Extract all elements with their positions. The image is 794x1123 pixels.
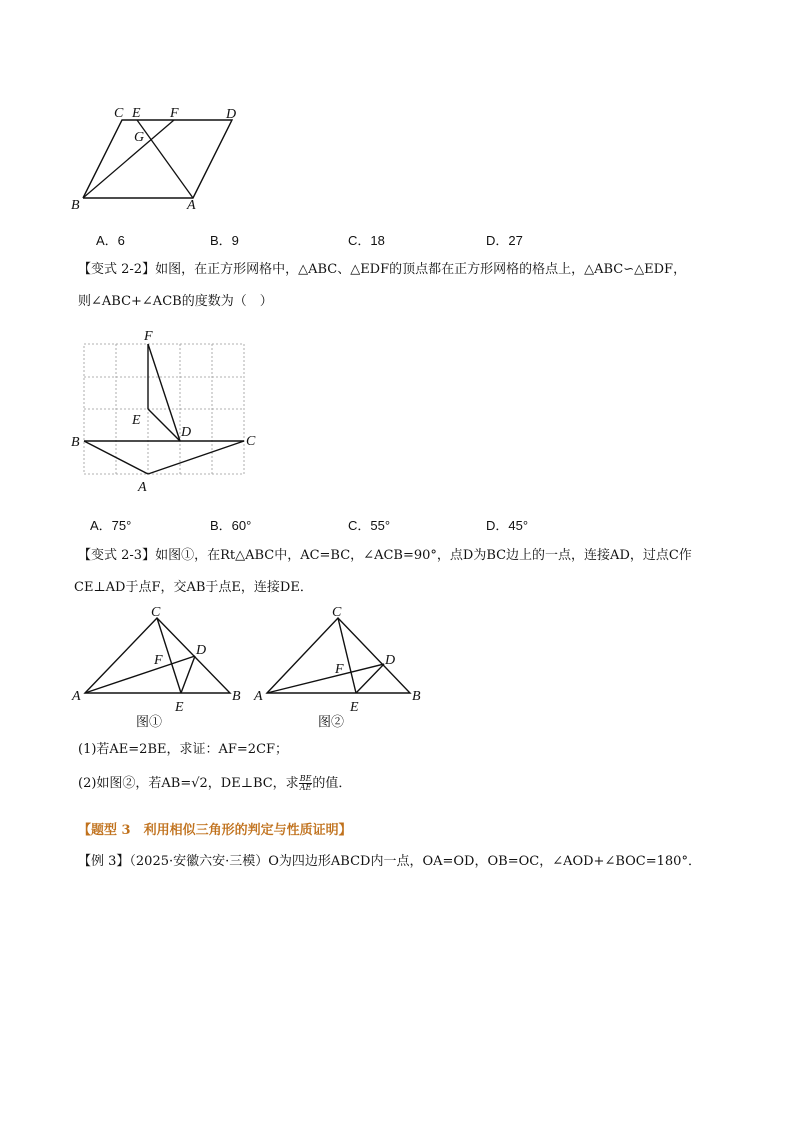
q23-part2-post: 的值． bbox=[312, 776, 352, 791]
label-e: E bbox=[350, 700, 359, 715]
fraction-numerator: BE bbox=[299, 774, 312, 783]
q23-line2: CE⊥AD于点F，交AB于点E，连接DE． bbox=[74, 580, 313, 595]
label-a: A bbox=[187, 198, 196, 213]
q1-option-c: C．18 bbox=[348, 233, 385, 248]
q1-option-b: B．9 bbox=[210, 233, 239, 248]
triangle-figure-1 bbox=[70, 602, 250, 732]
q22-line1: 【变式 2-2】如图，在正方形网格中，△ABC、△EDF的顶点都在正方形网格的格点上，△ABC∽△EDF， bbox=[78, 262, 687, 277]
label-c: C bbox=[114, 106, 124, 121]
label-a: A bbox=[72, 689, 81, 704]
label-d: D bbox=[196, 643, 207, 658]
q23-line1: 【变式 2-3】如图①，在Rt△ABC中，AC=BC，∠ACB=90°，点D为BC边上的一点，连接AD，过点C作 bbox=[78, 548, 692, 563]
label-e: E bbox=[175, 700, 184, 715]
label-f: F bbox=[144, 329, 153, 344]
label-d: D bbox=[385, 653, 396, 668]
label-g: G bbox=[134, 130, 145, 145]
fraction-denominator: AE bbox=[299, 783, 312, 792]
label-d: D bbox=[181, 425, 192, 440]
q22-line2: 则∠ABC+∠ACB的度数为（ ） bbox=[78, 294, 273, 309]
label-e: E bbox=[132, 106, 141, 121]
q1-option-d: D．27 bbox=[486, 233, 523, 248]
q23-part2 bbox=[78, 775, 351, 793]
q22-option-b: B．60° bbox=[210, 518, 252, 533]
label-d: D bbox=[226, 107, 237, 122]
label-f: F bbox=[335, 662, 344, 677]
label-a: A bbox=[254, 689, 263, 704]
q22-option-d: D．45° bbox=[486, 518, 529, 533]
grid-figure bbox=[68, 326, 268, 496]
fig1-caption: 图① bbox=[136, 714, 163, 729]
parallelogram-figure bbox=[70, 100, 250, 215]
section-heading-3: 【题型 3 利用相似三角形的判定与性质证明】 bbox=[78, 823, 352, 838]
q22-option-c: C．55° bbox=[348, 518, 391, 533]
label-e: E bbox=[132, 413, 141, 428]
label-c: C bbox=[332, 605, 342, 620]
fraction-be-over-ae bbox=[299, 775, 313, 792]
q1-option-a: A．6 bbox=[96, 233, 125, 248]
q22-option-a: A．75° bbox=[90, 518, 132, 533]
label-f: F bbox=[170, 106, 179, 121]
label-c: C bbox=[246, 434, 256, 449]
q23-part1: (1)若AE=2BE，求证：AF=2CF； bbox=[78, 742, 289, 757]
fig2-caption: 图② bbox=[318, 714, 345, 729]
q23-part2-pre: (2)如图②，若AB=√2，DE⊥BC，求 bbox=[78, 776, 299, 791]
label-b: B bbox=[232, 689, 241, 704]
label-f: F bbox=[154, 653, 163, 668]
example3-text: 【例 3】（2025·安徽六安·三模）O为四边形ABCD内一点，OA=OD，OB=OC，∠AOD+∠BOC=180°． bbox=[78, 854, 701, 869]
label-b: B bbox=[71, 198, 80, 213]
label-b: B bbox=[71, 435, 80, 450]
triangle-figure-2 bbox=[252, 602, 432, 732]
label-c: C bbox=[151, 605, 161, 620]
label-a: A bbox=[138, 480, 147, 495]
label-b: B bbox=[412, 689, 421, 704]
